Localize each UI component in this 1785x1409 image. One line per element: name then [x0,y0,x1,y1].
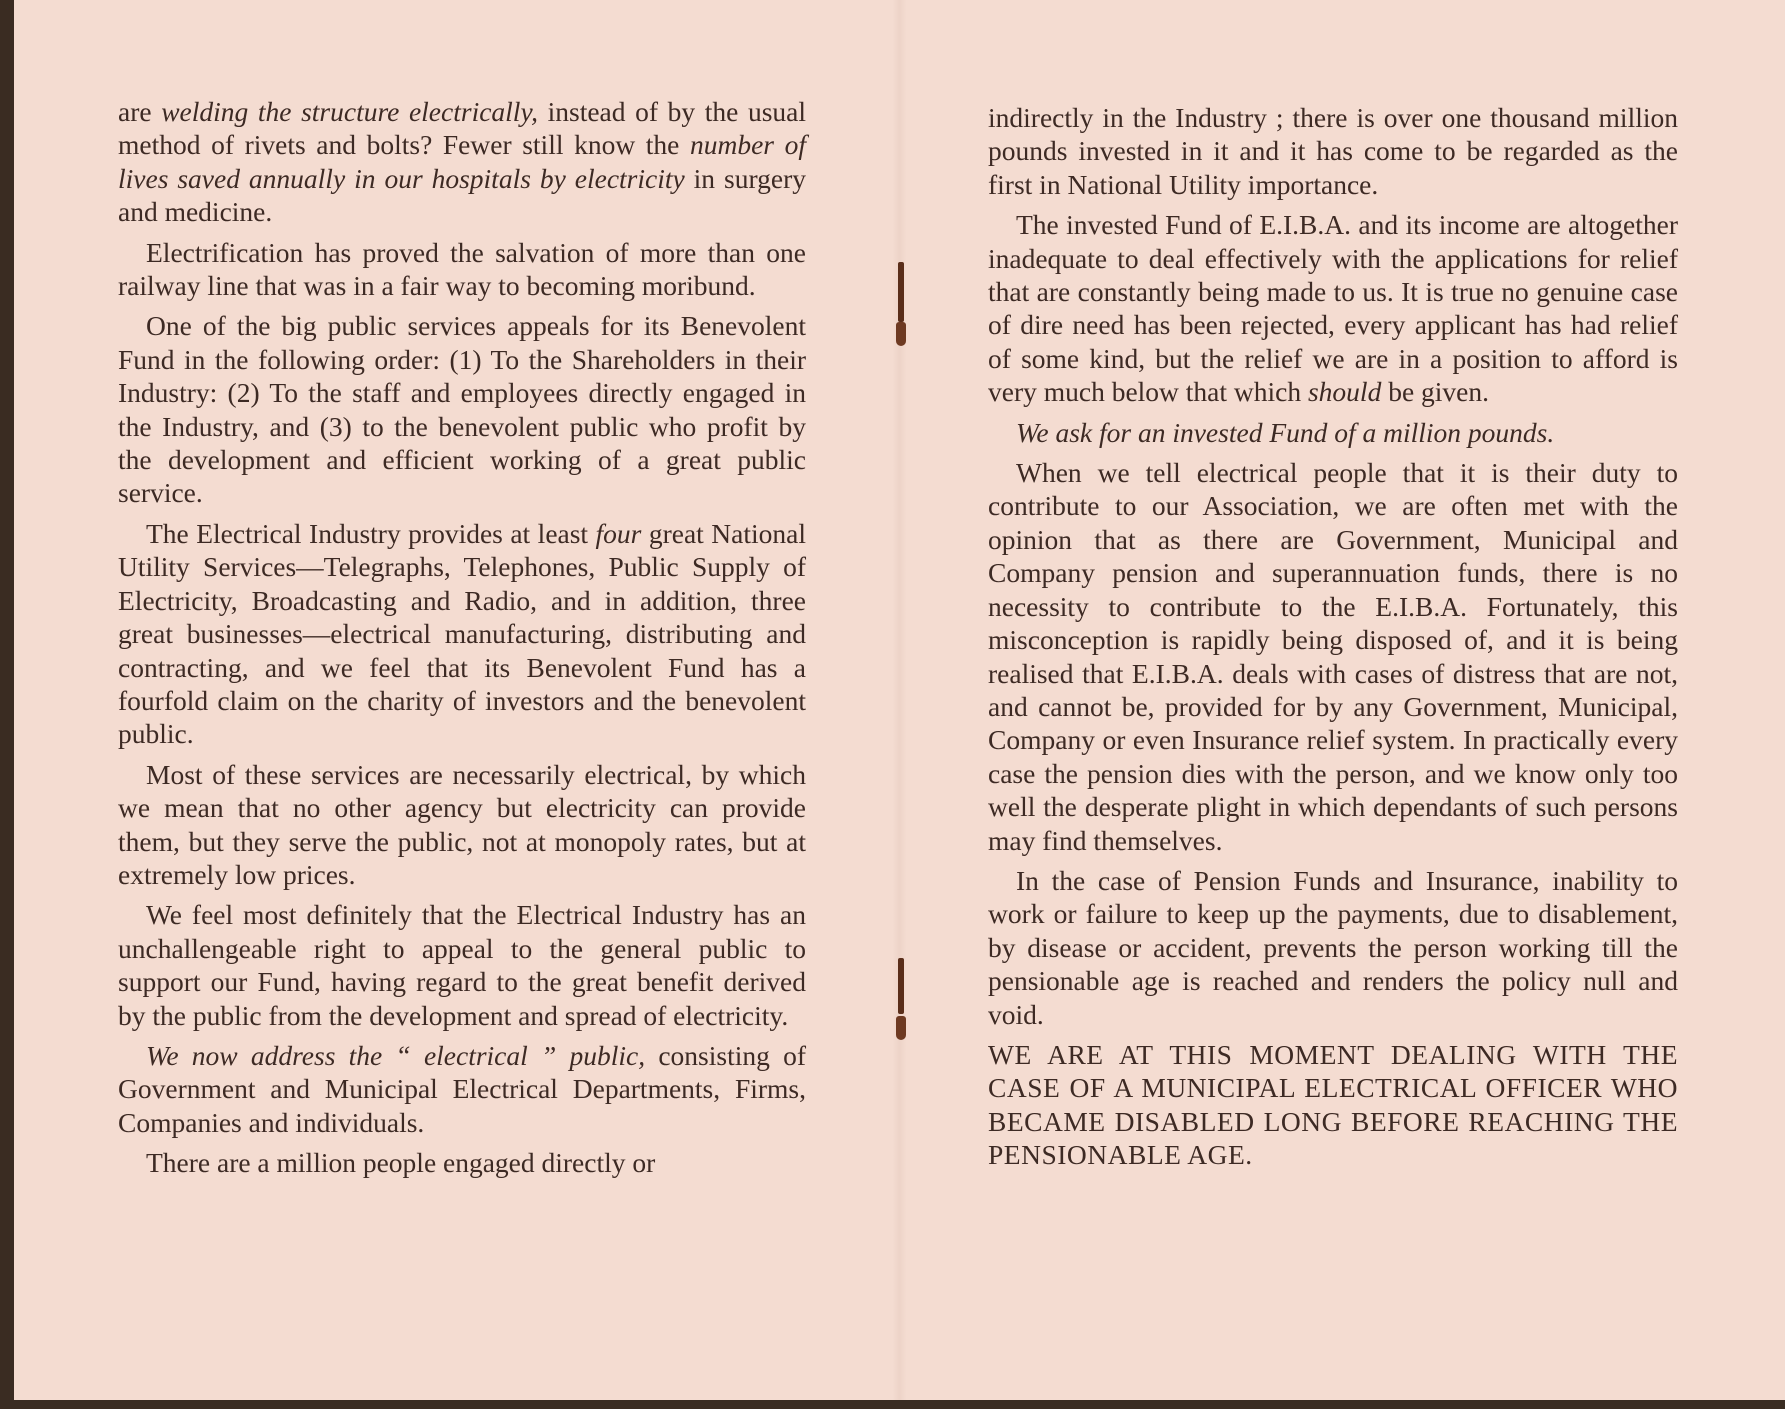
right-paragraph-4: When we tell electrical people that it is their duty to contribute to our Association, we are often met with the opinion that as there are Government, Municipal and Company pension and superannuation funds, there is no necessity to contribute to the E.I.B.A. Fortunately, this misconception is rapidly being disposed of, and it is being realised that E.I.B.A. deals with cases of distress that are not, and cannot be, provided for by any Government, Municipal, Company or even Insurance relief system. In practically every case the pension dies with the person, and we know only too well the desperate plight in which dependants of such persons may find themselves. [988,457,1678,856]
staple-bottom [898,958,904,1014]
left-paragraph-8: There are a million people engaged directly or [146,1147,656,1179]
left-paragraph-3: One of the big public services appeals for its Benevolent Fund in the following order: (1) To the Shareholders in their Industry: (2) To the staff and employees directly engaged in the Industry, and (3) to the benevolent public who profit by the development and efficient working of a great public service. [118,310,806,509]
left-paragraph-4: The Electrical Industry provides at least four great National Utility Services—Telegraphs, Telephones, Public Supply of Electricity, Broadcasting and Radio, and in addition, three great businesses—electrical manufacturing, distributing and contracting, and we feel that its Benevolent Fund has a fourfold claim on the charity of investors and the benevolent public. [118,517,806,750]
right-paragraph-6: WE ARE AT THIS MOMENT DEALING WITH THE CASE OF A MUNICIPAL ELECTRICAL OFFICER WHO BECAME DISABLED LONG BEFORE REACHING THE PENSIONABLE AGE. [988,1038,1678,1171]
right-paragraph-3: We ask for an invested Fund of a million pounds. [1016,416,1555,448]
left-paragraph-7: We now address the “ electrical ” public, consisting of Government and Municipal Electrical Departments, Firms, Companies and individuals. [118,1039,806,1138]
left-paragraph-5: Most of these services are necessarily electrical, by which we mean that no other agency but electricity can provide them, but they serve the public, not at monopoly rates, but at extremely low prices. [118,758,806,890]
left-paragraph-1: are welding the structure electrically, instead of by the usual method of rivets and bolts? Fewer still know the number of lives saved annually in our hospitals by electricity in surgery and medicine. [118,96,807,228]
left-paragraph-6: We feel most definitely that the Electrical Industry has an unchallengeable right to appeal to the general public to support our Fund, having regard to the great benefit derived by the public from the development and spread of electricity. [118,899,806,1031]
left-page-column [118,95,806,1187]
right-page-column [988,101,1678,1179]
staple-top-head [896,322,906,346]
brochure-spread [14,0,1785,1400]
right-paragraph-1: indirectly in the Industry ; there is over one thousand million pounds invested in it and it has come to be regarded as the first in National Utility importance. [988,102,1678,200]
staple-top [898,262,904,322]
left-paragraph-2: Electrification has proved the salvation of more than one railway line that was in a fair way to becoming moribund. [118,236,806,302]
staple-bottom-head [896,1016,906,1040]
right-paragraph-5: In the case of Pension Funds and Insurance, inability to work or failure to keep up the payments, due to disablement, by disease or accident, prevents the person working till the pensionable age is reached and renders the policy null and void. [988,864,1678,1030]
right-paragraph-2: The invested Fund of E.I.B.A. and its income are altogether inadequate to deal effectively with the applications for relief that are constantly being made to us. It is true no genuine case of dire need has been rejected, every applicant has had relief of some kind, but the relief we are in a position to afford is very much below that which should be given. [988,209,1678,408]
